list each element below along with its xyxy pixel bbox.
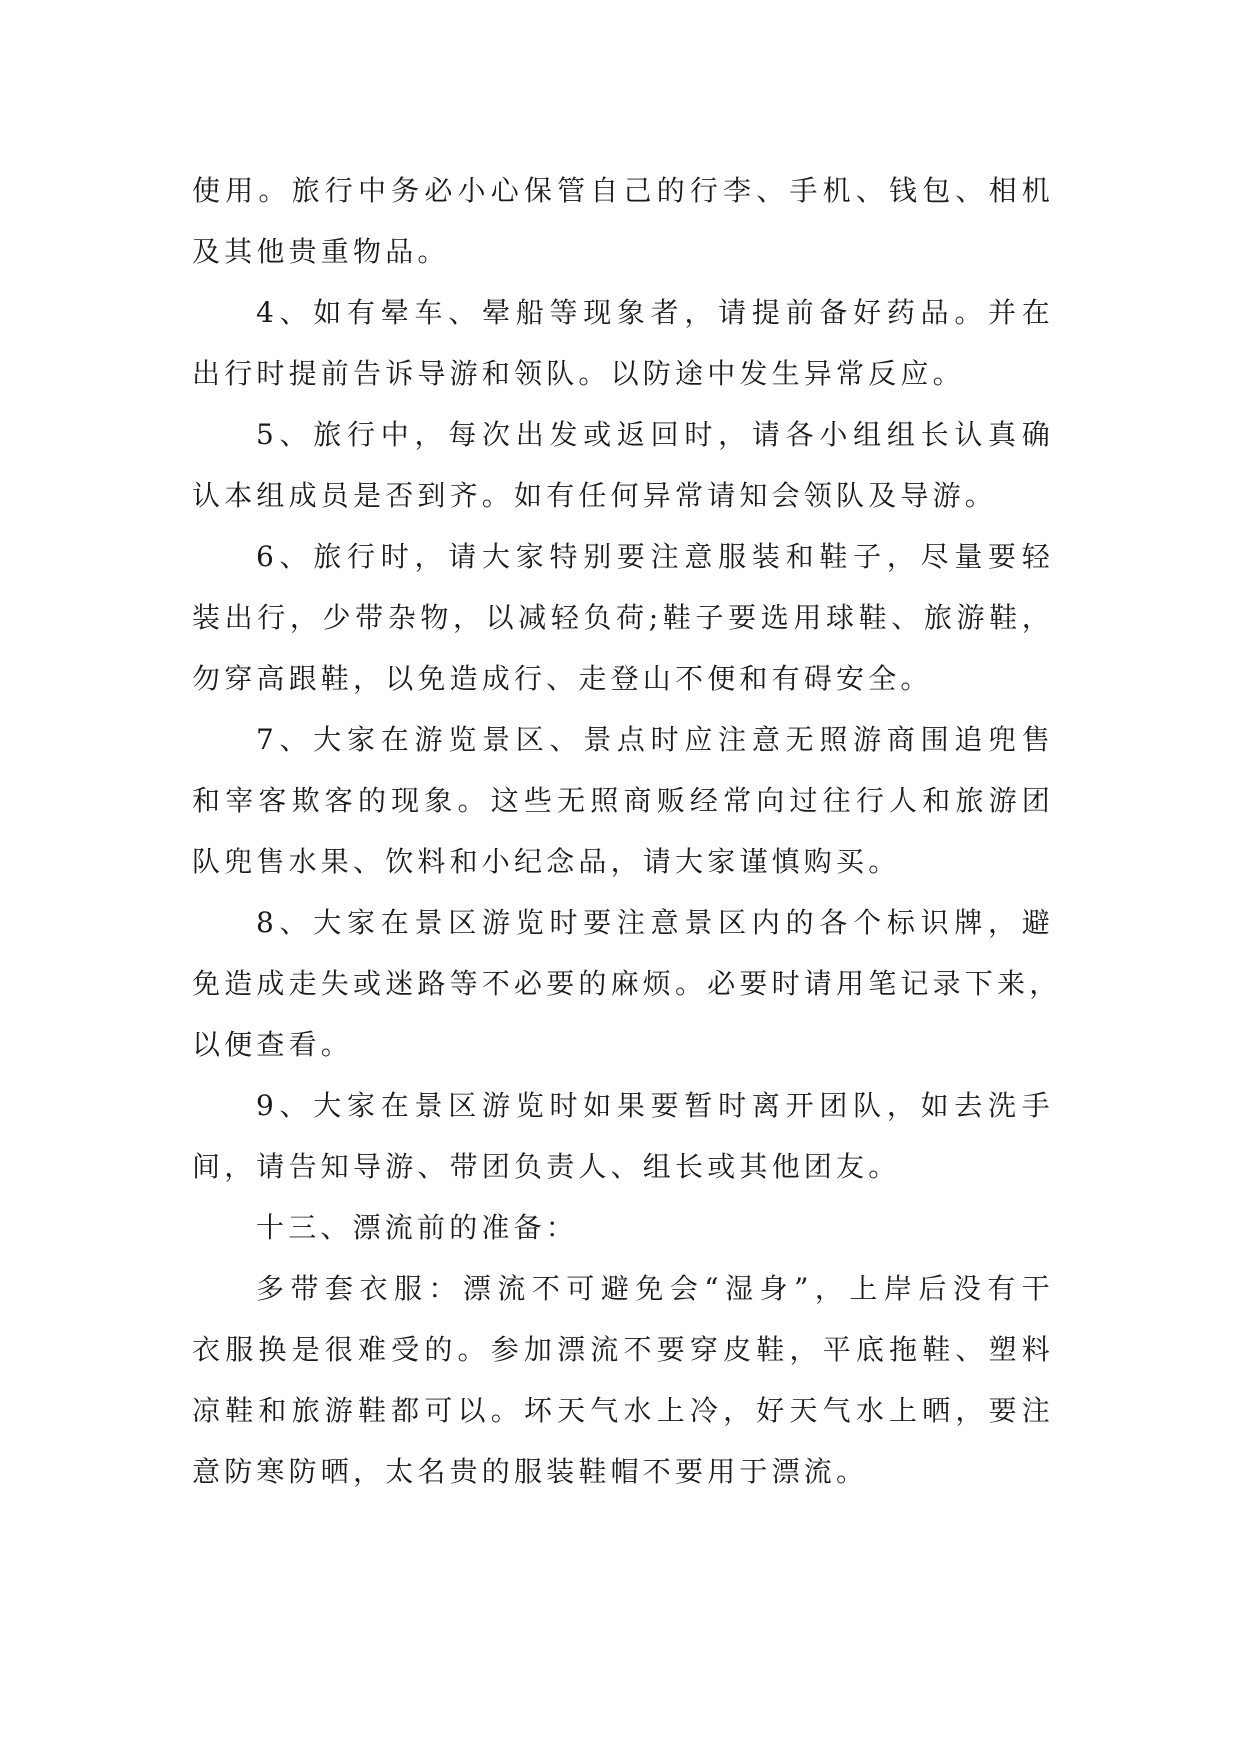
text-line: 7、大家在游览景区、景点时应注意无照游商围追兜售 xyxy=(256,723,1054,756)
text-line: 9、大家在景区游览时如果要暂时离开团队，如去洗手 xyxy=(256,1089,1054,1122)
text-line: 4、如有晕车、晕船等现象者，请提前备好药品。并在 xyxy=(256,296,1054,329)
paragraph-item-4 xyxy=(192,282,1054,404)
text-line: 8、大家在景区游览时要注意景区内的各个标识牌，避 xyxy=(256,906,1054,939)
text-line: 免造成走失或迷路等不必要的麻烦。必要时请用笔记录下来， xyxy=(192,967,1062,1000)
text-line: 和宰客欺客的现象。这些无照商贩经常向过往行人和旅游团 xyxy=(192,784,1054,817)
text-line: 装出行，少带杂物，以减轻负荷;鞋子要选用球鞋、旅游鞋， xyxy=(192,601,1054,634)
paragraph-item-8 xyxy=(192,892,1062,1075)
text-line: 间，请告知导游、带团负责人、组长或其他团友。 xyxy=(192,1150,901,1183)
paragraph-rafting-clothes xyxy=(192,1258,1054,1502)
paragraph-item-5 xyxy=(192,404,1054,526)
text-line: 5、旅行中，每次出发或返回时，请各小组组长认真确 xyxy=(256,418,1054,451)
text-line: 队兜售水果、饮料和小纪念品，请大家谨慎购买。 xyxy=(192,845,901,878)
text-line: 多带套衣服：漂流不可避免会“湿身”，上岸后没有干 xyxy=(256,1272,1054,1305)
paragraph-item-6 xyxy=(192,526,1054,709)
paragraph-item-7 xyxy=(192,709,1054,892)
paragraph-continuation xyxy=(192,160,1054,282)
text-line: 勿穿高跟鞋，以免造成行、走登山不便和有碍安全。 xyxy=(192,662,933,695)
text-line: 以便查看。 xyxy=(192,1028,354,1061)
text-line: 衣服换是很难受的。参加漂流不要穿皮鞋，平底拖鞋、塑料 xyxy=(192,1333,1054,1366)
text-line: 认本组成员是否到齐。如有任何异常请知会领队及导游。 xyxy=(192,479,998,512)
text-line: 意防寒防晒，太名贵的服装鞋帽不要用于漂流。 xyxy=(192,1455,869,1488)
document-body xyxy=(192,160,1062,1502)
paragraph-item-9 xyxy=(192,1075,1054,1197)
text-line: 6、旅行时，请大家特别要注意服装和鞋子，尽量要轻 xyxy=(256,540,1054,573)
text-line: 十三、漂流前的准备： xyxy=(256,1211,579,1244)
text-line: 使用。旅行中务必小心保管自己的行李、手机、钱包、相机 xyxy=(192,174,1054,207)
section-heading-13 xyxy=(192,1197,1054,1258)
text-line: 出行时提前告诉导游和领队。以防途中发生异常反应。 xyxy=(192,357,965,390)
text-line: 及其他贵重物品。 xyxy=(192,235,450,268)
text-line: 凉鞋和旅游鞋都可以。坏天气水上冷，好天气水上晒，要注 xyxy=(192,1394,1054,1427)
